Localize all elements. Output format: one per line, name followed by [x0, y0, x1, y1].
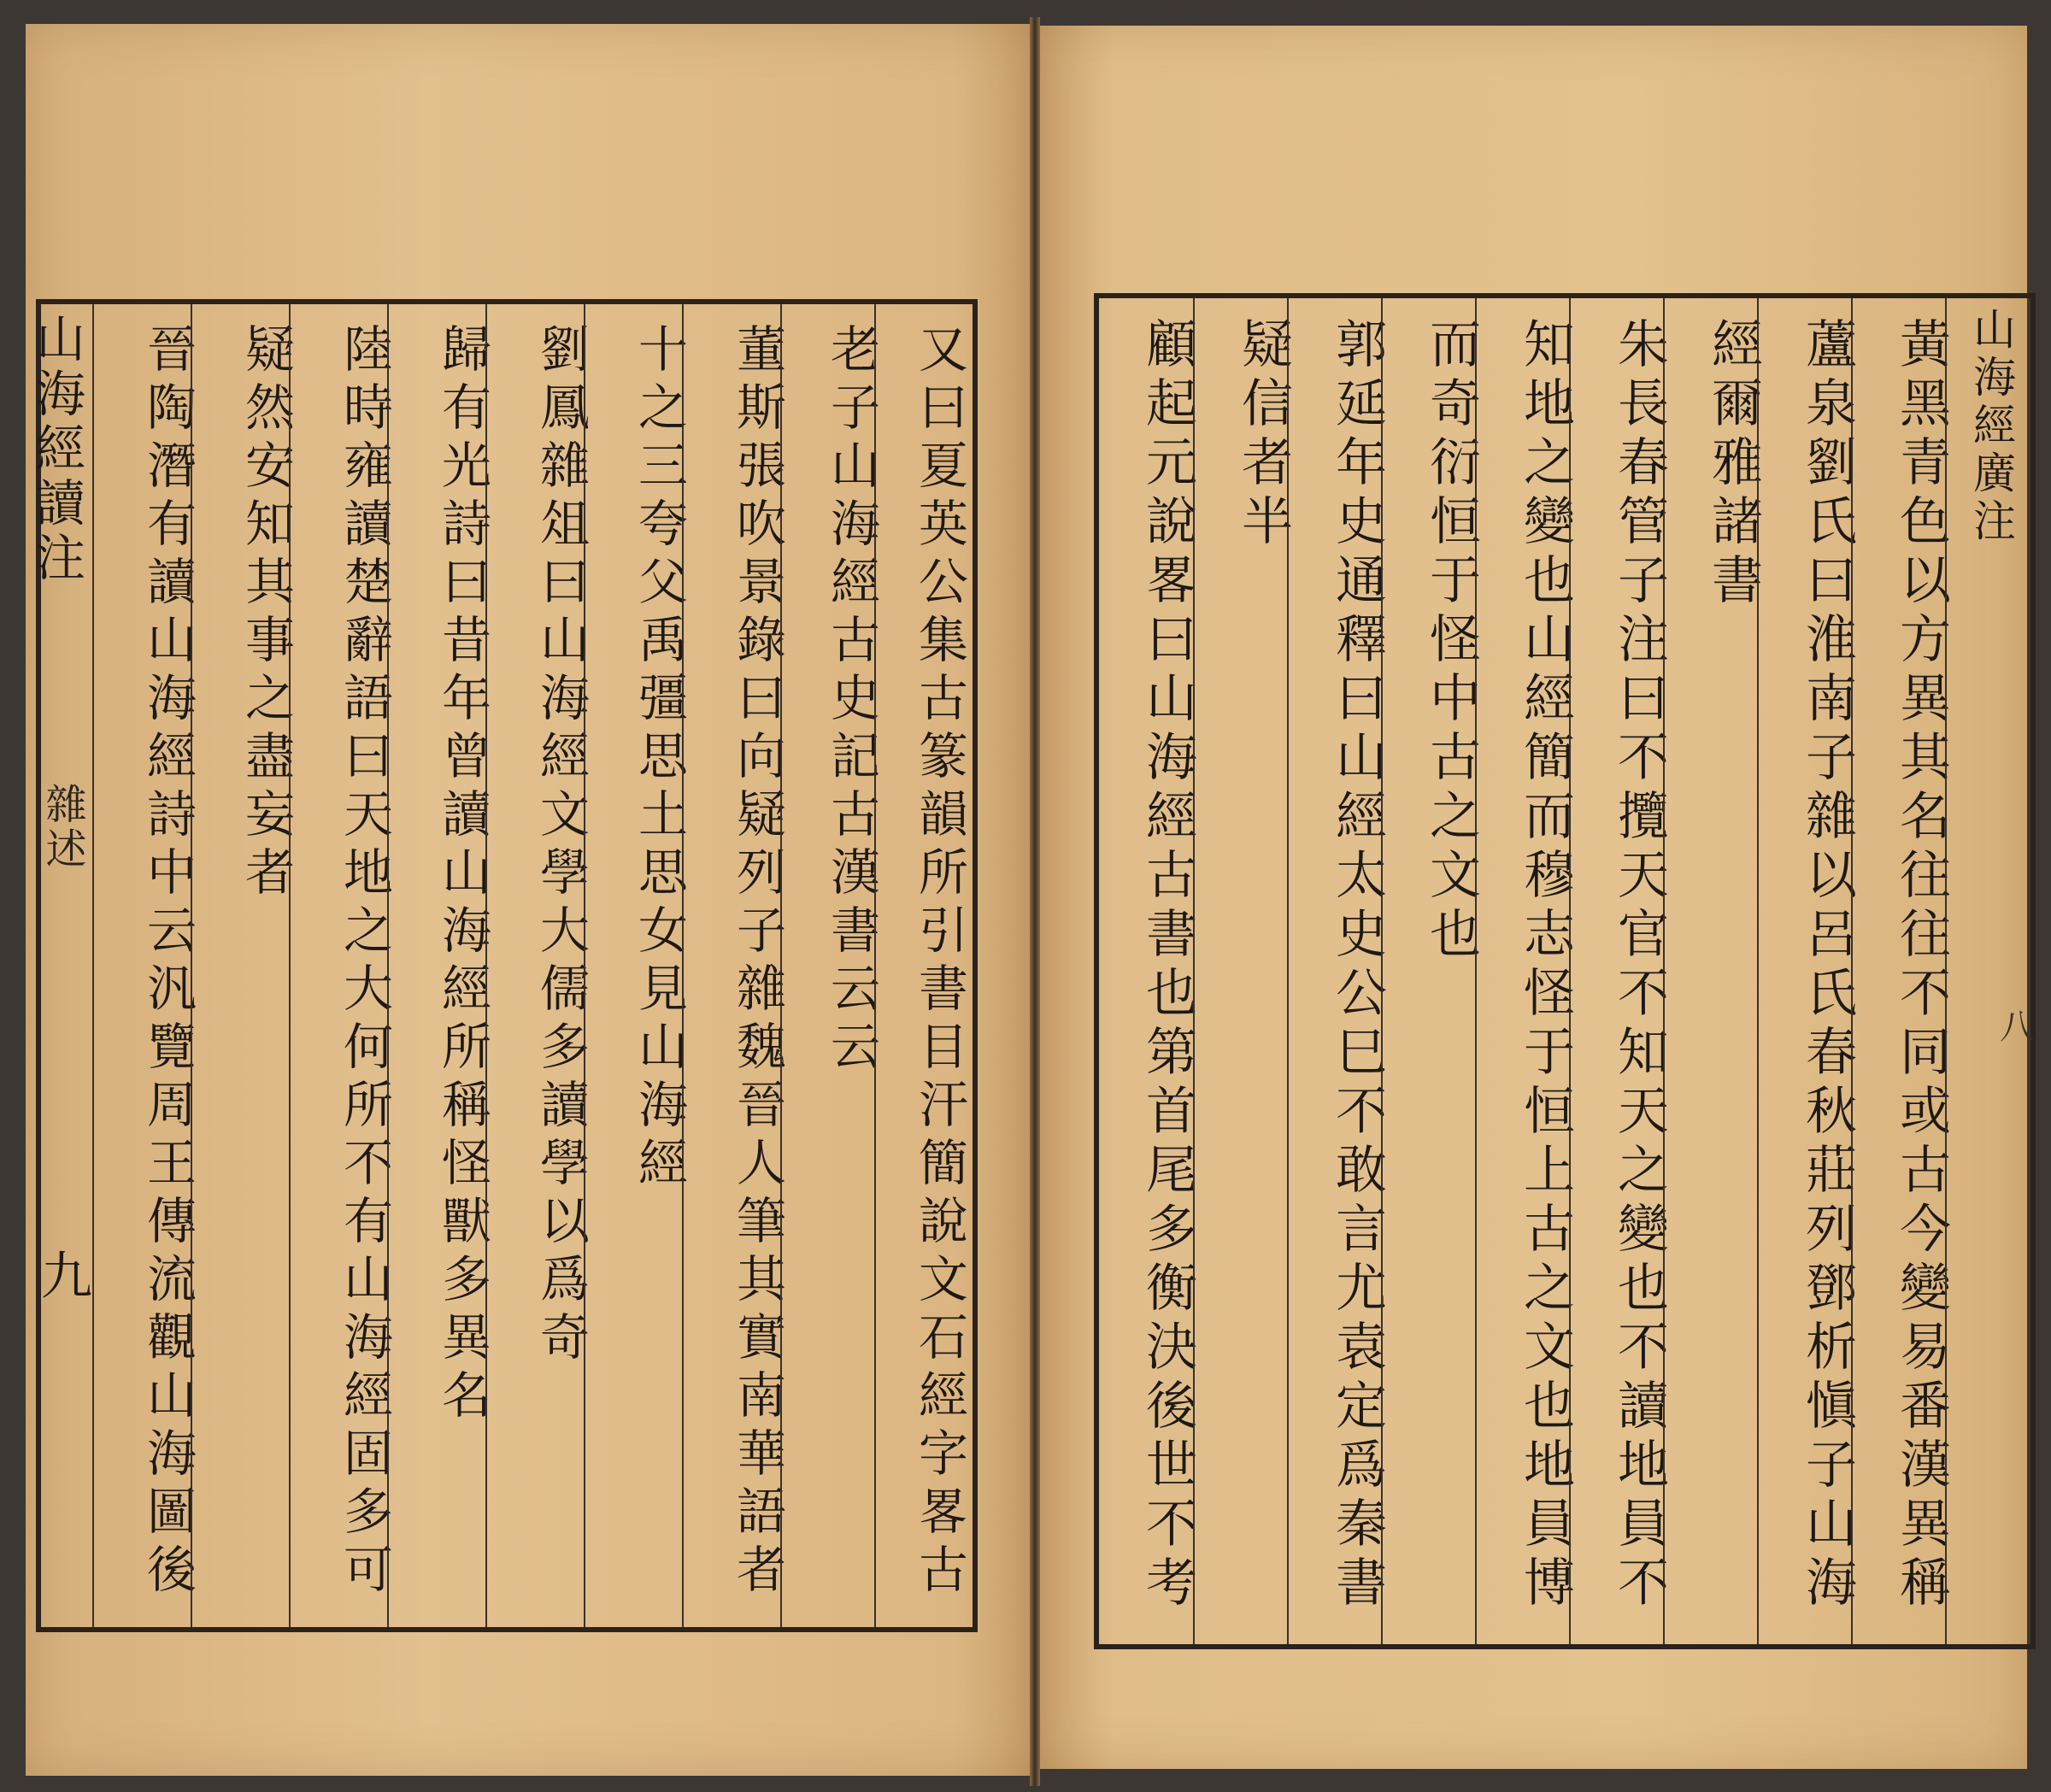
text-column — [1475, 298, 1575, 1644]
column-text: 蘆泉劉氏曰淮南子雜以呂氏春秋莊列鄧析愼子山海 — [1797, 317, 1857, 1614]
column-text: 又曰夏英公集古篆韻所引書目汗簡說文石經字畧古 — [910, 323, 968, 1601]
column-text: 老子山海經古史記古漢書云云 — [822, 323, 880, 1078]
spine-title: 山海經讀注 — [27, 313, 85, 586]
text-column — [92, 304, 197, 1627]
text-column — [1663, 298, 1763, 1644]
column-text: 十之三夸父禹彊思土思女見山海經 — [630, 323, 688, 1195]
column-text: 劉鳳雜俎曰山海經文學大儒多讀學以爲奇 — [532, 323, 590, 1369]
column-text: 疑然安知其事之盡妄者 — [237, 323, 295, 904]
page-edge-mark: 八 — [2000, 1008, 2034, 1047]
text-column — [289, 304, 393, 1627]
text-column — [1569, 298, 1669, 1644]
column-text: 歸有光詩曰昔年曾讀山海經所稱怪獸多異名 — [433, 323, 491, 1427]
column-text: 而奇衍恒于怪中古之文也 — [1421, 317, 1481, 966]
text-column — [1287, 298, 1387, 1644]
spine-folio: 九 — [41, 1247, 92, 1307]
column-text: 疑信者半 — [1233, 317, 1293, 553]
column-text: 朱長春管子注曰不攬天官不知天之變也不讀地員不 — [1609, 317, 1669, 1614]
left-text-frame — [27, 299, 978, 1632]
text-column — [1193, 298, 1293, 1644]
column-text: 經爾雅諸書 — [1703, 317, 1763, 612]
text-column — [1099, 298, 1197, 1644]
spine-chapter: 雜述 — [38, 783, 86, 872]
text-column — [1851, 298, 1951, 1644]
spine-title: 山海經廣注 — [1966, 307, 2016, 546]
text-column — [191, 304, 295, 1627]
right-text-frame — [1094, 293, 2036, 1649]
text-column — [1381, 298, 1481, 1644]
column-text: 郭延年史通釋曰山經太史公巳不敢言尤袁定爲秦書 — [1327, 317, 1387, 1614]
text-column — [874, 304, 968, 1627]
column-text: 知地之變也山經簡而穆志怪于恒上古之文也地員博 — [1515, 317, 1575, 1614]
right-spine-strip — [1945, 298, 2022, 1644]
column-text: 董斯張吹景錄曰向疑列子雜魏晉人筆其實南華語者 — [728, 323, 786, 1601]
text-column — [387, 304, 491, 1627]
book-gutter — [1030, 17, 1040, 1786]
text-column — [682, 304, 786, 1627]
column-text: 黃黑青色以方異其名往往不同或古今變易番漢異稱 — [1891, 317, 1951, 1614]
left-spine-strip — [27, 304, 92, 1627]
column-text: 陸時雍讀楚辭語曰天地之大何所不有山海經固多可 — [335, 323, 393, 1601]
text-column — [485, 304, 590, 1627]
text-column — [780, 304, 880, 1627]
column-text: 顧起元說畧曰山海經古書也第首尾多衡決後世不考 — [1137, 317, 1197, 1614]
column-text: 晉陶潛有讀山海經詩中云汎覽周王傳流觀山海圖後 — [138, 323, 197, 1601]
text-column — [584, 304, 688, 1627]
text-column — [1757, 298, 1857, 1644]
